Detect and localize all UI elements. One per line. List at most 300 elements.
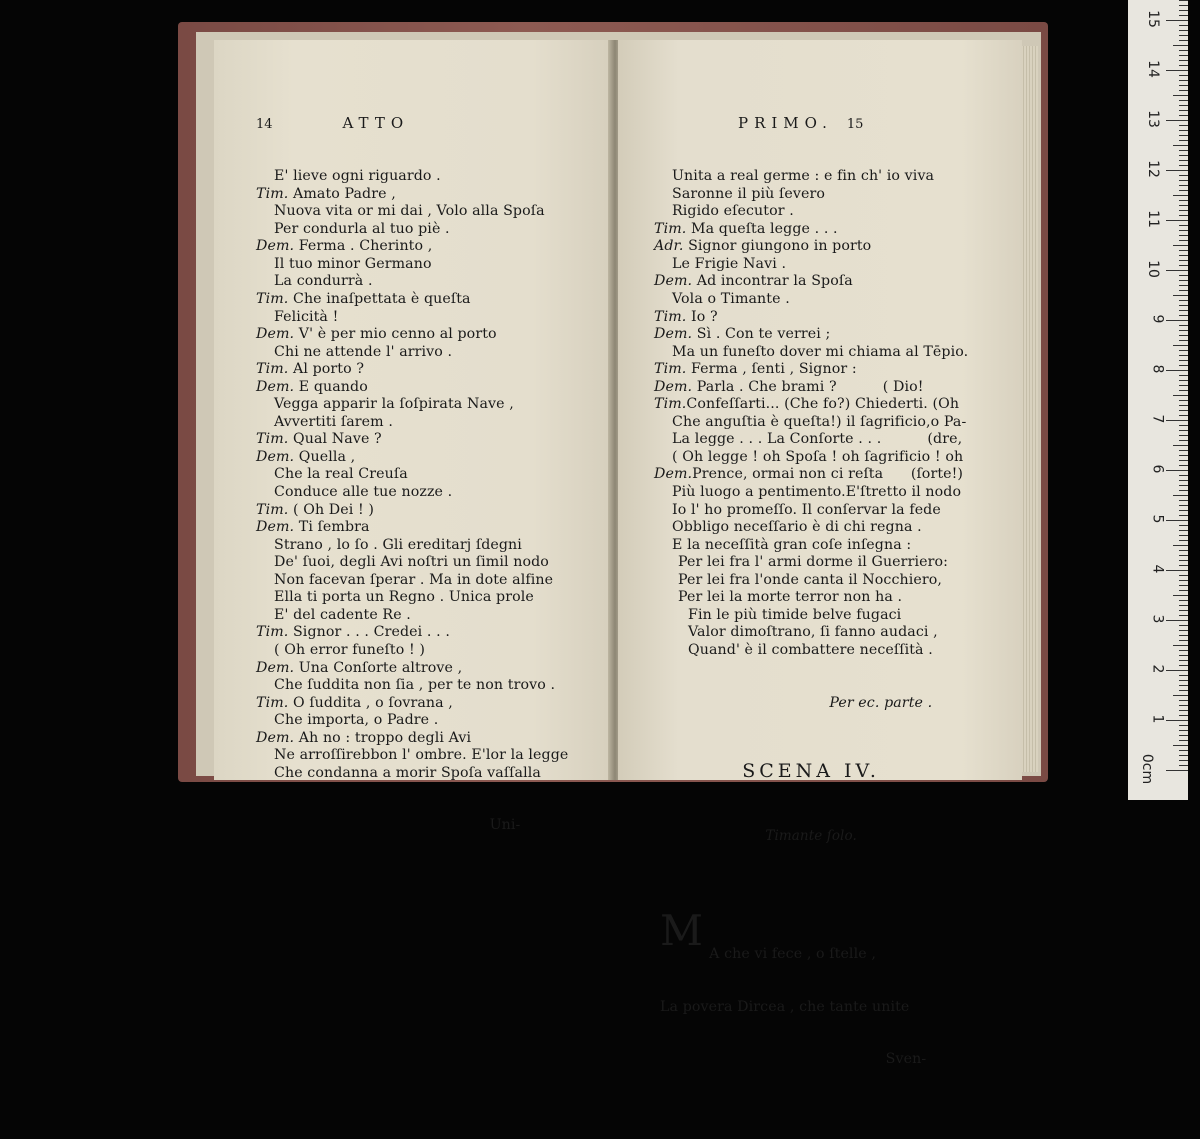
line-text: Ferma . Cherinto , xyxy=(294,238,433,255)
ruler-tick xyxy=(1179,110,1188,111)
ruler-tick xyxy=(1166,520,1188,521)
ruler-tick xyxy=(1173,395,1188,396)
scene-opening xyxy=(654,893,968,1104)
text-line xyxy=(654,344,968,362)
ruler-label: 12 xyxy=(1145,160,1162,178)
drop-cap: M xyxy=(660,905,704,955)
line-text: Parla . Che brami ? ( Dio! xyxy=(692,378,924,395)
exit-note: Per ec. parte . xyxy=(829,694,933,711)
right-head-title: PRIMO. xyxy=(738,114,833,133)
ruler-tick xyxy=(1179,455,1188,456)
text-line xyxy=(654,379,968,397)
text-line xyxy=(654,203,968,221)
ruler-tick xyxy=(1166,270,1188,271)
text-line xyxy=(654,256,968,274)
ruler-tick xyxy=(1179,340,1188,341)
speaker-label: Tim. xyxy=(256,361,289,378)
text-line xyxy=(256,256,568,274)
left-page xyxy=(214,40,612,834)
line-text: Fin le più timide belve fugaci xyxy=(688,606,902,623)
ruler-tick xyxy=(1179,115,1188,116)
line-text: Confeſſarti... (Che fo?) Chiederti. (Oh xyxy=(686,396,960,413)
final-line: La povera Dircea , che tante unite xyxy=(660,998,910,1015)
ruler-tick xyxy=(1179,275,1188,276)
ruler-tick xyxy=(1179,330,1188,331)
ruler-tick xyxy=(1173,245,1188,246)
ruler-tick xyxy=(1166,20,1188,21)
line-text: V' è per mio cenno al porto xyxy=(294,326,497,343)
text-line xyxy=(256,642,568,660)
left-lines xyxy=(256,168,568,782)
line-text: Ma un funeſto dover mi chiama al Tēpio. xyxy=(672,343,969,360)
ruler-label: 13 xyxy=(1145,110,1162,128)
speaker-label: Tim. xyxy=(256,501,289,518)
ruler-tick xyxy=(1179,750,1188,751)
line-text: Avvertiti ſarem . xyxy=(274,413,393,430)
ruler-tick xyxy=(1179,150,1188,151)
line-text: Prence, ormai non ci reſta (ſorte!) xyxy=(692,466,964,483)
ruler-tick xyxy=(1166,620,1188,621)
ruler-tick xyxy=(1179,305,1188,306)
text-line xyxy=(654,554,968,572)
ruler-tick xyxy=(1179,535,1188,536)
ruler-tick xyxy=(1173,745,1188,746)
ruler-tick xyxy=(1179,85,1188,86)
ruler-tick xyxy=(1166,370,1188,371)
ruler-tick xyxy=(1179,700,1188,701)
ruler-tick xyxy=(1179,765,1188,766)
text-line xyxy=(256,238,568,256)
ruler-label: 2 xyxy=(1149,664,1166,674)
speaker-label: Tim. xyxy=(256,185,289,202)
speaker-label: Dem. xyxy=(256,448,295,465)
speaker-label: Dem. xyxy=(256,519,295,536)
right-page xyxy=(618,40,1022,1068)
speaker-label: Tim. xyxy=(654,396,687,413)
text-line xyxy=(654,309,968,327)
line-text: Che la real Creuſa xyxy=(274,466,408,483)
ruler-tick xyxy=(1166,720,1188,721)
ruler-tick xyxy=(1179,125,1188,126)
right-running-head xyxy=(654,115,968,133)
ruler-tick xyxy=(1173,695,1188,696)
ruler-tick xyxy=(1179,585,1188,586)
speaker-label: Tim. xyxy=(256,291,289,308)
line-text: Il tuo minor Germano xyxy=(274,255,432,272)
ruler-label: 14 xyxy=(1145,60,1162,78)
ruler-tick xyxy=(1179,140,1188,141)
ruler-tick xyxy=(1179,185,1188,186)
text-line xyxy=(256,466,568,484)
ruler-label: 6 xyxy=(1149,464,1166,474)
ruler-tick xyxy=(1179,730,1188,731)
ruler-tick xyxy=(1179,15,1188,16)
text-line xyxy=(654,168,968,186)
scene-subtitle: Timante ſolo. xyxy=(765,828,857,845)
ruler-tick xyxy=(1179,5,1188,6)
ruler-tick xyxy=(1179,590,1188,591)
text-line xyxy=(256,660,568,678)
line-text: Per condurla al tuo piè . xyxy=(274,220,450,237)
ruler-tick xyxy=(1179,365,1188,366)
ruler-tick xyxy=(1179,290,1188,291)
ruler-tick xyxy=(1179,710,1188,711)
speaker-label: Dem. xyxy=(654,378,693,395)
ruler-tick xyxy=(1179,130,1188,131)
ruler-tick xyxy=(1179,230,1188,231)
ruler-tick xyxy=(1179,10,1188,11)
line-text: Una Conſorte altrove , xyxy=(294,659,463,676)
ruler-tick xyxy=(1179,240,1188,241)
ruler-tick xyxy=(1179,735,1188,736)
ruler-tick xyxy=(1179,580,1188,581)
ruler-tick xyxy=(1179,415,1188,416)
ruler-tick xyxy=(1179,300,1188,301)
text-line xyxy=(654,431,968,449)
ruler-tick xyxy=(1179,530,1188,531)
ruler-tick xyxy=(1179,30,1188,31)
line-text: Nuova vita or mi dai , Volo alla Spoſa xyxy=(274,203,545,220)
ruler-tick xyxy=(1179,265,1188,266)
ruler-tick xyxy=(1179,560,1188,561)
ruler-tick xyxy=(1179,635,1188,636)
ruler-tick xyxy=(1179,55,1188,56)
line-text: Io l' ho promeſſo. Il conſervar la fede xyxy=(672,501,941,518)
text-line xyxy=(256,747,568,765)
ruler-tick xyxy=(1179,90,1188,91)
ruler-tick xyxy=(1173,495,1188,496)
text-line xyxy=(256,221,568,239)
ruler-tick xyxy=(1179,725,1188,726)
ruler-tick xyxy=(1179,50,1188,51)
text-line xyxy=(256,589,568,607)
text-line xyxy=(654,484,968,502)
ruler-tick xyxy=(1173,195,1188,196)
text-line xyxy=(654,572,968,590)
left-page-number: 14 xyxy=(256,117,273,133)
text-line xyxy=(256,449,568,467)
ruler-tick xyxy=(1179,555,1188,556)
ruler-tick xyxy=(1179,640,1188,641)
ruler-tick xyxy=(1179,405,1188,406)
ruler-tick xyxy=(1179,280,1188,281)
ruler-tick xyxy=(1179,0,1188,1)
text-line xyxy=(654,589,968,607)
line-text: Ma queſta legge . . . xyxy=(686,220,838,237)
line-text: Io ? xyxy=(686,308,718,325)
ruler-tick xyxy=(1179,650,1188,651)
line-text: Sì . Con te verrei ; xyxy=(692,326,831,343)
line-text: Felicità ! xyxy=(274,308,339,325)
text-line xyxy=(654,238,968,256)
ruler-tick xyxy=(1179,180,1188,181)
line-text: E la neceſſità gran coſe inſegna : xyxy=(672,536,912,553)
ruler-tick xyxy=(1166,420,1188,421)
ruler-tick xyxy=(1179,225,1188,226)
text-line xyxy=(654,361,968,379)
ruler-tick xyxy=(1179,355,1188,356)
ruler-tick xyxy=(1173,595,1188,596)
ruler-tick xyxy=(1166,320,1188,321)
line-text: Conduce alle tue nozze . xyxy=(274,484,453,501)
ruler-tick xyxy=(1179,460,1188,461)
ruler-tick xyxy=(1179,515,1188,516)
ruler-tick xyxy=(1166,220,1188,221)
ruler-tick xyxy=(1179,505,1188,506)
text-line xyxy=(654,449,968,467)
ruler-tick xyxy=(1179,35,1188,36)
ruler-tick xyxy=(1179,385,1188,386)
right-catchword: Sven- xyxy=(885,1051,927,1068)
text-line xyxy=(654,607,968,625)
ruler-tick xyxy=(1166,470,1188,471)
line-text: Amato Padre , xyxy=(288,185,396,202)
text-line xyxy=(654,642,968,660)
line-text: La condurrà . xyxy=(274,273,373,290)
ruler-tick xyxy=(1173,645,1188,646)
ruler-tick xyxy=(1179,350,1188,351)
line-text: Che condanna a morir Spoſa vaſſalla xyxy=(274,764,541,781)
line-text: De' ſuoi, degli Avi noſtri un ſimil nodo xyxy=(274,554,549,571)
line-text: Per lei la morte terror non ha . xyxy=(678,589,903,606)
ruler-tick xyxy=(1179,615,1188,616)
ruler-label: 15 xyxy=(1145,10,1162,28)
text-line xyxy=(256,484,568,502)
scene-heading: SCENA IV. xyxy=(742,760,880,783)
text-line xyxy=(256,695,568,713)
ruler-tick xyxy=(1173,345,1188,346)
line-text: Che importa, o Padre . xyxy=(274,712,439,729)
ruler-tick xyxy=(1173,445,1188,446)
ruler-tick xyxy=(1179,715,1188,716)
line-text: E' lieve ogni riguardo . xyxy=(274,168,441,185)
text-line xyxy=(654,186,968,204)
ruler-tick xyxy=(1173,145,1188,146)
text-line xyxy=(256,712,568,730)
speaker-label: Adr. xyxy=(654,238,684,255)
ruler-label: 0cm xyxy=(1138,753,1155,785)
line-text: Obbligo neceſſario è di chi regna . xyxy=(672,519,922,536)
ruler-tick xyxy=(1166,570,1188,571)
ruler-tick xyxy=(1179,575,1188,576)
ruler-tick xyxy=(1179,500,1188,501)
left-page-text xyxy=(256,80,568,870)
line-text: O ſuddita , o ſovrana , xyxy=(288,694,453,711)
ruler-tick xyxy=(1179,610,1188,611)
text-line xyxy=(256,624,568,642)
ruler-tick xyxy=(1179,25,1188,26)
ruler-label: 11 xyxy=(1145,210,1162,228)
ruler-label: 10 xyxy=(1145,260,1162,278)
ruler-tick xyxy=(1179,360,1188,361)
line-text: Al porto ? xyxy=(288,361,365,378)
text-line xyxy=(654,624,968,642)
text-line xyxy=(256,607,568,625)
right-lines xyxy=(654,168,968,659)
left-catchword: Uni- xyxy=(489,817,521,834)
ruler-tick xyxy=(1179,75,1188,76)
speaker-label: Dem. xyxy=(256,729,295,746)
text-line xyxy=(256,186,568,204)
line-text: Ferma , ſenti , Signor : xyxy=(686,361,857,378)
text-line xyxy=(256,273,568,291)
text-line xyxy=(256,396,568,414)
line-text: E quando xyxy=(294,378,368,395)
ruler-tick xyxy=(1179,690,1188,691)
line-text: Ah no : troppo degli Avi xyxy=(294,729,472,746)
ruler-tick xyxy=(1179,625,1188,626)
ruler-tick xyxy=(1166,120,1188,121)
line-text: Signor giungono in porto xyxy=(683,238,872,255)
text-line xyxy=(256,344,568,362)
text-line xyxy=(256,361,568,379)
ruler-tick xyxy=(1179,665,1188,666)
ruler-tick xyxy=(1179,285,1188,286)
line-text: Ella ti porta un Regno . Unica prole xyxy=(274,589,534,606)
text-line xyxy=(654,519,968,537)
line-text: Che ſuddita non ſia , per te non trovo . xyxy=(274,677,556,694)
ruler-tick xyxy=(1179,480,1188,481)
ruler-tick xyxy=(1179,200,1188,201)
ruler-tick xyxy=(1166,670,1188,671)
speaker-label: Dem. xyxy=(256,659,295,676)
text-line xyxy=(256,309,568,327)
ruler-tick xyxy=(1179,310,1188,311)
line-text: Per lei fra l' armi dorme il Guerriero: xyxy=(678,554,948,571)
ruler-tick xyxy=(1179,165,1188,166)
text-line xyxy=(256,572,568,590)
speaker-label: Tim. xyxy=(256,431,289,448)
ruler-tick xyxy=(1179,250,1188,251)
ruler-tick xyxy=(1179,600,1188,601)
ruler-tick xyxy=(1179,660,1188,661)
ruler-tick xyxy=(1166,70,1188,71)
text-line xyxy=(256,730,568,748)
ruler-tick xyxy=(1179,60,1188,61)
ruler-tick xyxy=(1179,190,1188,191)
measuring-ruler xyxy=(1128,0,1188,800)
line-text: ( Oh error funeſto ! ) xyxy=(274,641,425,658)
ruler-tick xyxy=(1179,160,1188,161)
ruler-tick xyxy=(1179,430,1188,431)
ruler-tick xyxy=(1179,450,1188,451)
ruler-tick xyxy=(1179,485,1188,486)
ruler-tick xyxy=(1179,65,1188,66)
text-line xyxy=(654,502,968,520)
ruler-tick xyxy=(1179,80,1188,81)
ruler-tick xyxy=(1173,545,1188,546)
ruler-tick xyxy=(1179,490,1188,491)
line-text: Le Frigie Navi . xyxy=(672,255,787,272)
ruler-tick xyxy=(1179,325,1188,326)
ruler-tick xyxy=(1166,770,1188,771)
text-line xyxy=(654,466,968,484)
text-line xyxy=(654,221,968,239)
speaker-label: Tim. xyxy=(256,694,289,711)
line-text: Rigido eſecutor . xyxy=(672,203,794,220)
ruler-tick xyxy=(1173,95,1188,96)
line-text: ( Oh Dei ! ) xyxy=(288,501,375,518)
speaker-label: Tim. xyxy=(654,220,687,237)
text-line xyxy=(256,379,568,397)
ruler-tick xyxy=(1179,705,1188,706)
line-text: Signor . . . Credei . . . xyxy=(288,624,450,641)
ruler-tick xyxy=(1179,255,1188,256)
ruler-tick xyxy=(1173,295,1188,296)
text-line xyxy=(654,291,968,309)
line-text: Chi ne attende l' arrivo . xyxy=(274,343,453,360)
right-page-number: 15 xyxy=(846,117,864,133)
ruler-tick xyxy=(1179,335,1188,336)
ruler-label: 3 xyxy=(1149,614,1166,624)
ruler-label: 1 xyxy=(1149,714,1166,724)
ruler-tick xyxy=(1179,410,1188,411)
line-text: Ti ſembra xyxy=(294,519,370,536)
ruler-tick xyxy=(1179,550,1188,551)
ruler-tick xyxy=(1179,655,1188,656)
left-head-title: ATTO xyxy=(342,114,410,133)
ruler-tick xyxy=(1179,675,1188,676)
line-text: Saronne il più ſevero xyxy=(672,185,826,202)
speaker-label: Dem. xyxy=(654,273,693,290)
line-text: Per lei fra l'onde canta il Nocchiero, xyxy=(678,571,943,588)
line-text: Che anguſtia è queſta!) il ſagrificio,o Pa- xyxy=(672,413,967,430)
right-page-text xyxy=(654,80,968,1139)
line-text: Quella , xyxy=(294,448,356,465)
line-text: Valor dimoſtrano, ſi fanno audaci , xyxy=(688,624,938,641)
ruler-tick xyxy=(1179,205,1188,206)
line-text: Quand' è il combattere neceſſità . xyxy=(688,641,933,658)
line-text: Vola o Timante . xyxy=(672,291,790,308)
ruler-tick xyxy=(1179,210,1188,211)
ruler-tick xyxy=(1179,400,1188,401)
text-line xyxy=(256,291,568,309)
text-line xyxy=(256,519,568,537)
line-text: Qual Nave ? xyxy=(288,431,382,448)
ruler-tick xyxy=(1179,135,1188,136)
text-line xyxy=(256,414,568,432)
speaker-label: Dem. xyxy=(654,326,693,343)
ruler-tick xyxy=(1179,380,1188,381)
final-line: A che vi fece , o ſtelle , xyxy=(709,946,876,963)
speaker-label: Tim. xyxy=(256,624,289,641)
line-text: La legge . . . La Conſorte . . . (dre, xyxy=(672,431,963,448)
ruler-tick xyxy=(1173,45,1188,46)
ruler-label: 4 xyxy=(1149,564,1166,574)
ruler-tick xyxy=(1179,375,1188,376)
ruler-tick xyxy=(1179,525,1188,526)
speaker-label: Dem. xyxy=(256,238,295,255)
line-text: Unita a real germe : e fin ch' io viva xyxy=(672,168,935,185)
ruler-tick xyxy=(1179,175,1188,176)
ruler-tick xyxy=(1179,435,1188,436)
ruler-tick xyxy=(1179,100,1188,101)
ruler-tick xyxy=(1179,155,1188,156)
ruler-label: 9 xyxy=(1149,314,1166,324)
line-text: Ne arroſſirebbon l' ombre. E'lor la legge xyxy=(274,747,569,764)
text-line xyxy=(654,537,968,555)
text-line xyxy=(654,396,968,414)
speaker-label: Dem. xyxy=(256,378,295,395)
text-line xyxy=(256,765,568,783)
text-line xyxy=(256,431,568,449)
line-text: Non facevan ſperar . Ma in dote alfine xyxy=(274,571,554,588)
ruler-label: 7 xyxy=(1149,414,1166,424)
ruler-tick xyxy=(1179,40,1188,41)
line-text: Più luogo a pentimento.E'ſtretto il nodo xyxy=(672,484,962,501)
line-text: Strano , lo ſo . Gli ereditarj ſdegni xyxy=(274,536,522,553)
text-line xyxy=(256,326,568,344)
